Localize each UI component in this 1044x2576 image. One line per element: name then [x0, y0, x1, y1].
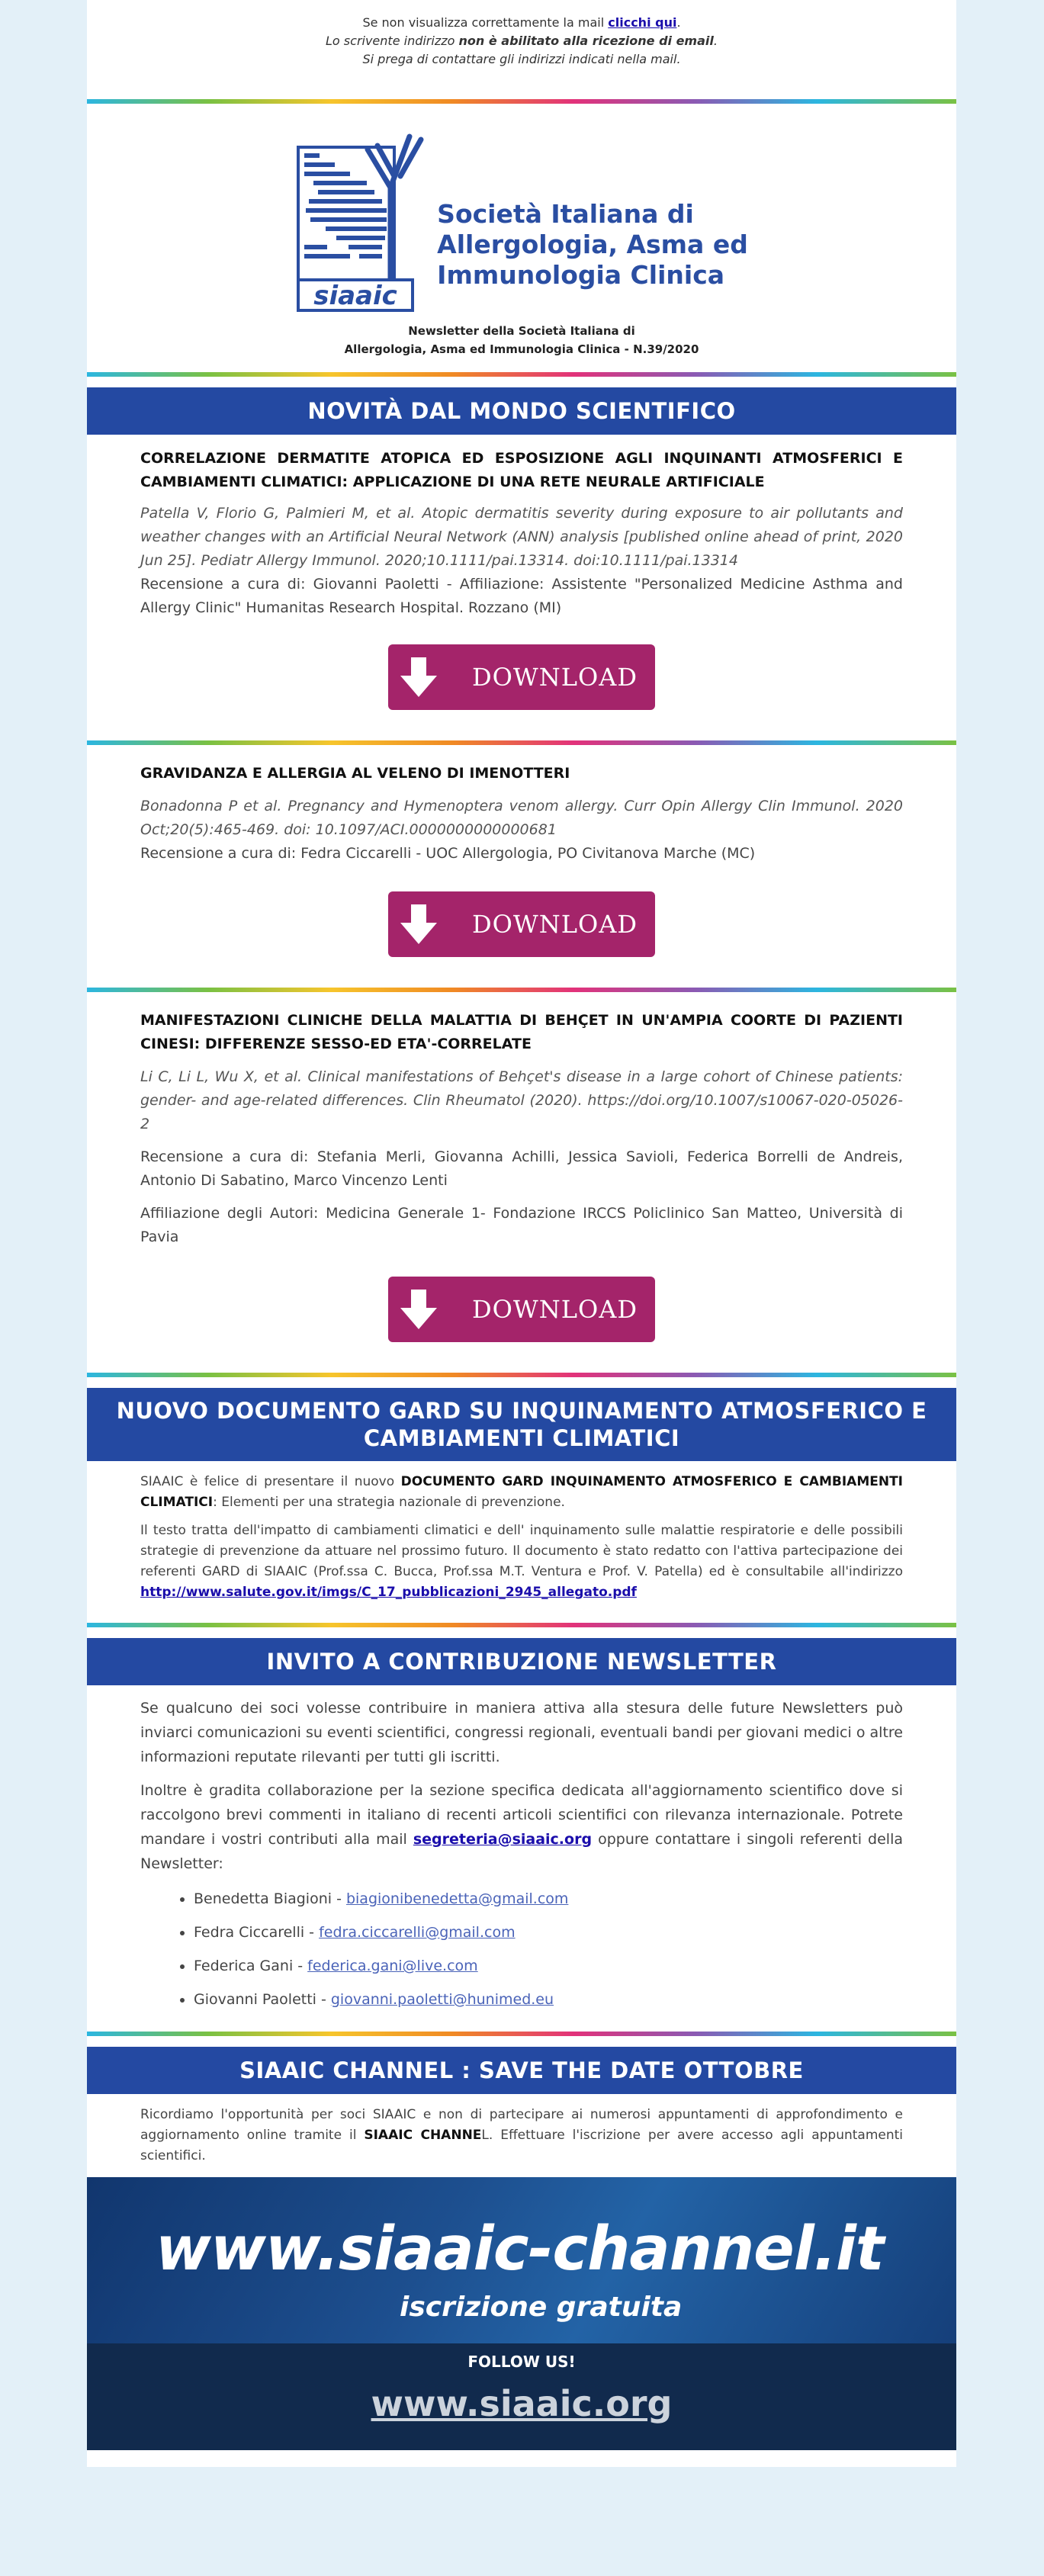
- article-reviewer: Recensione a cura di: Stefania Merli, Giovanna Achilli, Jessica Savioli, Federica Borrelli de Andreis, Antonio Di Sabatino, Marco Vincenzo Lenti: [140, 1148, 903, 1189]
- download-arrow-icon: [388, 903, 449, 946]
- download-button[interactable]: [388, 1277, 655, 1342]
- channel-section: [87, 2094, 956, 2166]
- article: [87, 435, 956, 620]
- follow-us-label: FOLLOW US!: [467, 2353, 576, 2371]
- view-online-link[interactable]: clicchi qui: [608, 15, 677, 30]
- download-arrow-icon: [388, 656, 449, 699]
- referents-list: [140, 1882, 956, 2016]
- contribution-section: [87, 1685, 956, 1876]
- article-title: GRAVIDANZA E ALLERGIA AL VELENO DI IMENOTTERI: [140, 765, 570, 782]
- article-citation: Bonadonna P et al. Pregnancy and Hymenoptera venom allergy. Curr Opin Allergy Clin Immunol. 2020 Oct;20(5):465-469. doi: 10.1097/ACI.0000000000000681: [140, 798, 903, 838]
- download-label: DOWNLOAD: [472, 910, 638, 939]
- footer: [87, 2343, 956, 2450]
- gard-section: [87, 1461, 956, 1603]
- preheader-text-2: Lo scrivente indirizzo: [326, 34, 459, 48]
- list-item: • Giovanni Paoletti - giovanni.paoletti@hunimed.eu: [194, 1983, 956, 2016]
- banner-line-2: CAMBIAMENTI CLIMATICI: [363, 1425, 680, 1451]
- preheader-text-3: Si prega di contattare gli indirizzi indicati nella mail.: [362, 52, 681, 66]
- preheader: Se non visualizza correttamente la mail clicchi qui. Lo scrivente indirizzo non è abilitato alla ricezione di email. Si prega di contattare gli indirizzi indicati nella mail.: [87, 0, 956, 87]
- article-citation: Li C, Li L, Wu X, et al. Clinical manifestations of Behçet's disease in a large cohort of Chinese patients: gender- and age-related differences. Clin Rheumatol (2020). https://doi.org/10.1007/s10067-020-05026-2: [140, 1068, 903, 1132]
- section-banner: SIAAIC CHANNEL : SAVE THE DATE OTTOBRE: [87, 2047, 956, 2094]
- referent-email-link[interactable]: fedra.ciccarelli@gmail.com: [319, 1924, 516, 1941]
- gard-document-link[interactable]: http://www.salute.gov.it/imgs/C_17_pubblicazioni_2945_allegato.pdf: [140, 1585, 637, 1600]
- article: [87, 745, 956, 866]
- divider: [87, 1373, 956, 1377]
- article: [87, 992, 956, 1249]
- download-button[interactable]: [388, 891, 655, 957]
- article-reviewer: Recensione a cura di: Fedra Ciccarelli - UOC Allergologia, PO Civitanova Marche (MC): [140, 845, 756, 862]
- section-banner: INVITO A CONTRIBUZIONE NEWSLETTER: [87, 1638, 956, 1685]
- secretariat-email-link[interactable]: segreteria@siaaic.org: [413, 1831, 593, 1848]
- siaaic-channel-banner[interactable]: [87, 2177, 956, 2343]
- gard-body: Il testo tratta dell'impatto di cambiamenti climatici e dell' inquinamento sulle malattie respiratorie e delle possibili strategie di prevenzione da attuare nel prossimo futuro. Il documento è stato redatto con l'attiva partecipazione dei referenti GARD di SIAAIC (Prof.ssa C. Bucca, Prof.ssa M.T. Ventura e Prof. V. Patella) ed è consultabile all'indirizzo http://www.salute.gov.it/imgs/C_17_pubblicazioni_2945_allegato.pdf: [140, 1523, 903, 1600]
- gard-intro: SIAAIC è felice di presentare il nuovo DOCUMENTO GARD INQUINAMENTO ATMOSFERICO E CAMBIAMENTI CLIMATICI: Elementi per una strategia nazionale di prevenzione.: [140, 1474, 903, 1510]
- download-label: DOWNLOAD: [472, 663, 638, 692]
- logo-acronym: siaaic: [313, 281, 397, 311]
- divider: [87, 1623, 956, 1627]
- newsletter-line-1: Newsletter della Società Italiana di: [408, 324, 635, 338]
- siaaic-logo: [87, 127, 956, 317]
- newsletter-line-2: Allergologia, Asma ed Immunologia Clinica - N.39/2020: [344, 342, 699, 356]
- channel-subtitle: iscrizione gratuita: [400, 2292, 683, 2323]
- newsletter-container: [87, 0, 956, 2467]
- logo-line-2: Allergologia, Asma ed: [437, 230, 748, 259]
- list-item: • Benedetta Biagioni - biagionibenedetta@gmail.com: [194, 1882, 956, 1916]
- channel-url-text: www.siaaic-channel.it: [156, 2214, 884, 2284]
- referent-email-link[interactable]: federica.gani@live.com: [307, 1958, 478, 1974]
- channel-text: Ricordiamo l'opportunità per soci SIAAIC e non di partecipare ai numerosi appuntamenti di approfondimento e aggiornamento online tramite il SIAAIC CHANNEL. Effettuare l'iscrizione per avere accesso agli appuntamenti scientifici.: [140, 2107, 904, 2163]
- contribution-intro: Se qualcuno dei soci volesse contribuire in maniera attiva alla stesura delle future Newsletters può inviarci comunicazioni su eventi scientifici, congressi regionali, eventuali bandi per giovani medici o altre informazioni reputate rilevanti per tutti gli iscritti.: [140, 1700, 903, 1765]
- download-arrow-icon: [388, 1288, 449, 1331]
- divider: [87, 372, 956, 377]
- preheader-text: Se non visualizza correttamente la mail: [362, 15, 609, 30]
- referent-email-link[interactable]: biagionibenedetta@gmail.com: [345, 1890, 569, 1907]
- section-banner: NOVITÀ DAL MONDO SCIENTIFICO: [87, 387, 956, 435]
- divider: [87, 99, 956, 104]
- banner-line-1: NUOVO DOCUMENTO GARD SU INQUINAMENTO ATMOSFERICO E: [116, 1398, 927, 1424]
- divider: [87, 2032, 956, 2036]
- website-link[interactable]: www.siaaic.org: [371, 2383, 673, 2424]
- newsletter-issue: [87, 322, 956, 358]
- article-title: CORRELAZIONE DERMATITE ATOPICA ED ESPOSIZIONE AGLI INQUINANTI ATMOSFERICI E CAMBIAMENTI CLIMATICI: APPLICAZIONE DI UNA RETE NEURALE ARTIFICIALE: [140, 450, 903, 490]
- contribution-body: Inoltre è gradita collaborazione per la sezione specifica dedicata all'aggiornamento scientifico dove si raccolgono brevi commenti in italiano di recenti articoli scientifici con rilevanza internazionale. Potrete mandare i vostri contributi alla mail segreteria@siaaic.org oppure contattare i singoli referenti della Newsletter:: [140, 1782, 904, 1872]
- logo-line-3: Immunologia Clinica: [437, 260, 725, 290]
- logo-line-1: Società Italiana di: [437, 199, 694, 229]
- logo-mark-icon: [295, 130, 440, 313]
- section-banner: [87, 1388, 956, 1461]
- list-item: • Federica Gani - federica.gani@live.com: [194, 1949, 956, 1983]
- list-item: • Fedra Ciccarelli - fedra.ciccarelli@gmail.com: [194, 1916, 956, 1949]
- referent-email-link[interactable]: giovanni.paoletti@hunimed.eu: [330, 1991, 554, 2008]
- article-title: MANIFESTAZIONI CLINICHE DELLA MALATTIA DI BEHÇET IN UN'AMPIA COORTE DI PAZIENTI CINESI: DIFFERENZE SESSO-ED ETA'-CORRELATE: [140, 1012, 903, 1052]
- article-citation: Patella V, Florio G, Palmieri M, et al. Atopic dermatitis severity during exposure to air pollutants and weather changes with an Artificial Neural Network (ANN) analysis [published online ahead of print, 2020 Jun 25]. Pediatr Allergy Immunol. 2020;10.1111/pai.13314. doi:10.1111/pai.13314: [140, 505, 903, 569]
- logo-text: [437, 199, 748, 291]
- download-button[interactable]: [388, 644, 655, 710]
- download-label: DOWNLOAD: [472, 1295, 638, 1324]
- article-reviewer: Recensione a cura di: Giovanni Paoletti - Affiliazione: Assistente "Personalized Medicine Asthma and Allergy Clinic" Humanitas Research Hospital. Rozzano (MI): [140, 576, 903, 616]
- article-affiliation: Affiliazione degli Autori: Medicina Generale 1- Fondazione IRCCS Policlinico San Matteo, Università di Pavia: [140, 1205, 903, 1245]
- preheader-bold: non è abilitato alla ricezione di email: [458, 34, 714, 48]
